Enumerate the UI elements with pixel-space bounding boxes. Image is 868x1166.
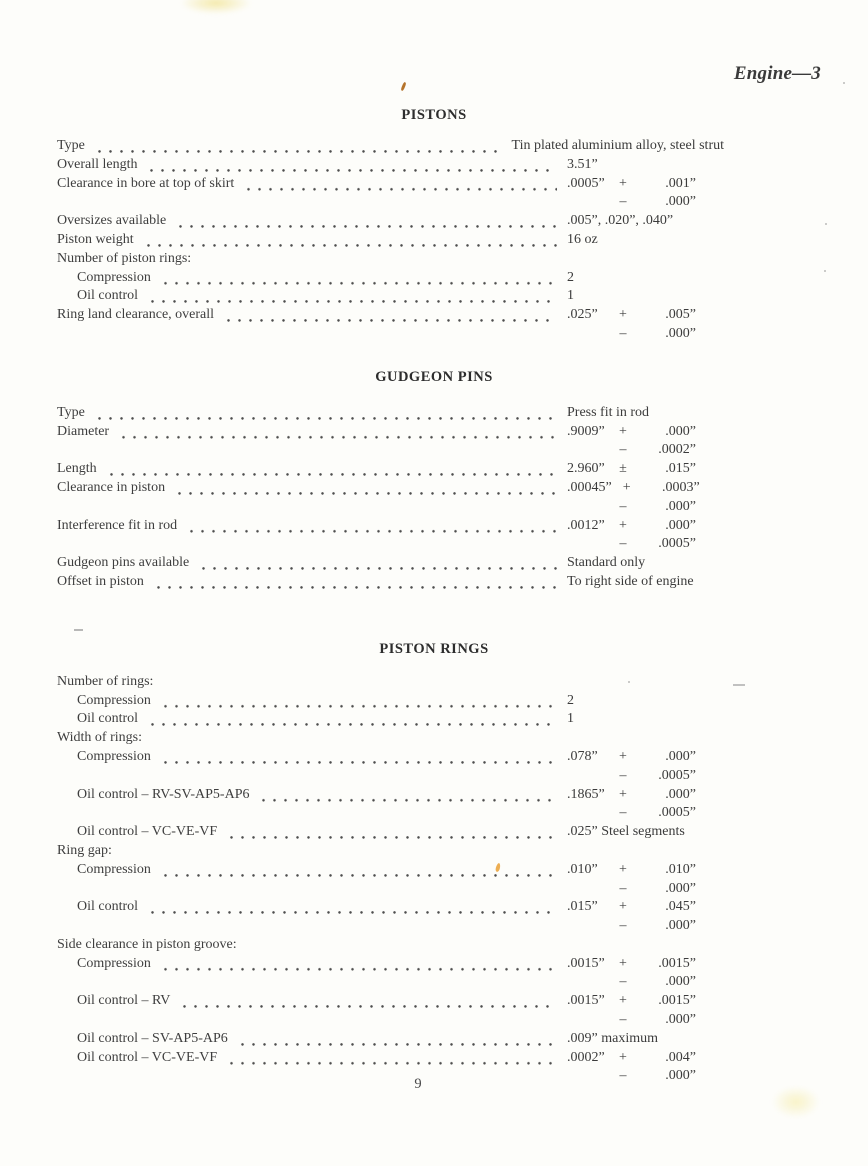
spec-value: 16 oz [567,231,598,247]
spec-value-area [567,748,812,767]
dot-leader [94,404,557,423]
spec-row [57,479,812,498]
spec-row [57,767,812,786]
spec-label: Compression [77,748,151,764]
spec-label: Length [57,461,97,477]
dot-leader [160,861,557,880]
spec-label: Clearance in bore at top of skirt [57,175,235,191]
running-head: Engine—3 [733,63,821,84]
spec-label: Oil control – VC-VE-VF [77,1049,218,1065]
tolerance-sign: – [619,880,627,896]
spec-row [57,156,812,175]
section-title: GUDGEON PINS [375,368,493,385]
spec-value-area [567,804,812,823]
spec-value-area [567,479,812,498]
spec-value: .0002” [567,1049,605,1065]
tolerance-value: .0015” [658,955,696,971]
spec-value-area [567,955,812,974]
dot-leader [147,898,557,917]
dot-leader [147,710,557,729]
spec-value-area [567,917,812,936]
tolerance-value: .000” [665,517,696,533]
dot-leader [160,269,557,288]
section-title: PISTONS [401,107,467,123]
tolerance-sign: + [619,861,627,877]
spec-row [57,269,812,288]
dot-leader [94,137,502,156]
scan-speck [628,681,630,683]
spec-row [57,460,812,479]
spec-row [57,306,812,325]
section-gudgeon-pins [0,368,868,592]
tolerance-sign: – [619,974,627,990]
spec-value-area [567,692,812,711]
spec-row [57,193,812,212]
spec-value-area [567,710,812,729]
spec-value: .0012” [567,517,605,533]
dot-leader [226,1049,557,1068]
spec-value: .005”, .020”, .040” [567,213,674,229]
tolerance-value: .000” [665,194,696,210]
spec-value: Tin plated aluminium alloy, steel strut [511,138,724,153]
tolerance-value: .0005” [658,767,696,783]
group-row [57,842,812,861]
tolerance-value: .000” [665,880,696,896]
spec-row [57,748,812,767]
tolerance-sign: – [619,918,627,934]
spec-row [57,917,812,936]
spec-row [57,692,812,711]
spec-label: Compression [77,692,151,708]
tolerance-value: .000” [665,974,696,990]
dot-leader [175,212,557,231]
spec-label: Oil control [77,711,139,727]
tolerance-sign: + [619,993,627,1009]
spec-label: Clearance in piston [57,479,166,495]
spec-value-area [567,441,812,460]
tolerance-value: .0002” [658,442,696,458]
dot-leader [237,1030,557,1049]
spec-value-area [567,325,812,344]
tolerance-value: .015” [665,461,696,477]
spec-value-area [567,498,812,517]
spec-value-area [567,306,812,325]
spec-value-area [567,786,812,805]
spec-row [57,823,812,842]
group-row [57,729,812,748]
spec-row [57,325,812,344]
spec-label: Oil control [77,288,139,304]
scan-speck [825,223,827,225]
spec-row [57,287,812,306]
spec-value-area [567,554,812,573]
spec-value-area [567,1067,812,1086]
spec-value: 2 [567,692,574,708]
dot-leader [146,156,557,175]
tolerance-value: .000” [665,1068,696,1084]
spec-row [57,517,812,536]
spec-value: .015” [567,899,598,915]
tolerance-sign: – [619,194,627,210]
spec-value: .078” [567,748,598,764]
spec-label: Oversizes available [57,213,167,229]
spec-row [57,804,812,823]
spec-value-area [567,823,812,842]
spec-value-area [567,973,812,992]
spec-row [57,1011,812,1030]
tolerance-sign: ± [619,461,627,477]
group-row [57,936,812,955]
spec-row [57,212,812,231]
spec-row [57,880,812,899]
spec-value-area [567,175,812,194]
spec-label: Diameter [57,423,110,439]
tolerance-sign: – [619,805,627,821]
tolerance-value: .010” [665,861,696,877]
tolerance-sign: + [619,307,627,323]
spec-label: Number of rings: [57,673,154,689]
spec-label: Side clearance in piston groove: [57,936,237,952]
spec-row [57,955,812,974]
spec-row [57,1049,812,1068]
dot-leader [160,955,557,974]
dot-leader [223,306,557,325]
spec-value-area [567,269,812,288]
section-piston-rings [0,640,868,1087]
spec-value: .9009” [567,423,605,439]
spec-label: Oil control – SV-AP5-AP6 [77,1030,228,1046]
spec-label: Compression [77,269,151,285]
spec-value: .0015” [567,993,605,1009]
dot-leader [160,748,557,767]
spec-row [57,423,812,442]
spec-row [57,441,812,460]
dot-leader [198,554,557,573]
spec-value-area [567,193,812,212]
tolerance-sign: + [619,175,627,191]
spec-value: 3.51” [567,156,598,172]
spec-value: Press fit in rod [567,404,650,420]
tolerance-value: .000” [665,498,696,514]
tolerance-sign: – [619,536,627,552]
spec-value: .0005” [567,175,605,191]
spec-row [57,973,812,992]
spec-table [0,404,868,592]
tolerance-sign: – [619,1012,627,1028]
tolerance-sign: – [619,325,627,341]
dot-leader [143,231,557,250]
spec-value: .1865” [567,786,605,802]
scan-smudge-bottom-right [772,1086,820,1118]
tolerance-value: .045” [665,899,696,915]
spec-value-area [567,535,812,554]
dot-leader [186,517,557,536]
spec-row [57,231,812,250]
spec-row [57,861,812,880]
spec-row [57,175,812,194]
scan-speck [824,270,826,272]
spec-value-area [567,573,812,592]
spec-value: .00045” [567,479,612,495]
tolerance-sign: + [619,1049,627,1065]
spec-value-area [567,1049,812,1068]
spec-row [57,786,812,805]
spec-label: Gudgeon pins available [57,555,190,571]
spec-value: 2 [567,269,574,285]
tolerance-sign: – [619,767,627,783]
spec-label: Oil control [77,899,139,915]
spec-value-area [567,423,812,442]
tolerance-sign: + [619,423,627,439]
dot-leader [118,423,557,442]
tolerance-value: .000” [665,786,696,802]
spec-value-area [567,460,812,479]
spec-row [57,535,812,554]
tolerance-value: .000” [665,918,696,934]
tolerance-sign: – [619,1068,627,1084]
dot-leader [106,460,557,479]
page-number: 9 [414,1076,422,1092]
spec-label: Ring gap: [57,842,112,858]
scan-stray-dash [74,629,83,631]
spec-row [57,992,812,1011]
tolerance-value: .0015” [658,993,696,1009]
spec-value-area [567,156,812,175]
spec-value-area [567,287,812,306]
spec-value: 2.960” [567,461,605,477]
spec-value-area [567,992,812,1011]
group-row [57,673,812,692]
spec-label: Compression [77,861,151,877]
section-pistons [0,106,868,344]
spec-label: Interference fit in rod [57,517,178,533]
spec-table [0,673,868,1087]
spec-value: Standard only [567,555,646,571]
spec-label: Ring land clearance, overall [57,307,215,323]
spec-value: 1 [567,711,574,727]
spec-value-area [567,767,812,786]
spec-row [57,404,812,423]
dot-leader [258,786,557,805]
spec-value: 1 [567,288,574,304]
group-row [57,250,812,269]
dot-leader [174,479,557,498]
spec-value-area [567,898,812,917]
spec-row [57,710,812,729]
scan-smudge-top [180,0,252,14]
spec-row [57,1067,812,1086]
spec-label: Overall length [57,156,138,172]
tolerance-value: .004” [665,1049,696,1065]
spec-label: Oil control – RV-SV-AP5-AP6 [77,786,250,802]
spec-row [57,898,812,917]
tolerance-value: .005” [665,307,696,323]
spec-row [57,554,812,573]
tolerance-sign: + [619,899,627,915]
spec-value-area [567,861,812,880]
spec-value: .025” Steel segments [567,824,685,840]
spec-table [0,137,868,344]
dot-leader [179,992,557,1011]
tolerance-sign: + [622,479,631,495]
spec-value: .025” [567,307,598,323]
spec-label: Piston weight [57,231,134,247]
tolerance-sign: + [619,955,627,971]
spec-value-area [567,1011,812,1030]
spec-value: To right side of engine [567,573,694,589]
tolerance-value: .000” [665,1012,696,1028]
dot-leader [147,287,557,306]
scan-speck [843,82,845,84]
spec-value-area [512,137,812,156]
dot-leader [226,823,557,842]
tolerance-value: .000” [665,423,696,439]
tolerance-value: .000” [665,748,696,764]
spec-label: Compression [77,955,151,971]
tolerance-value: .0005” [658,805,696,821]
tolerance-value: .0003” [662,479,700,495]
spec-label: Oil control – RV [77,993,171,1009]
tolerance-sign: + [619,748,627,764]
tolerance-sign: – [619,442,627,458]
spec-row [57,573,812,592]
spec-value-area [567,517,812,536]
spec-label: Offset in piston [57,573,144,589]
spec-label: Oil control – VC-VE-VF [77,824,218,840]
spec-value-area [567,404,812,423]
tolerance-sign: – [619,498,627,514]
tolerance-sign: + [619,786,627,802]
spec-row [57,137,812,156]
spec-label: Number of piston rings: [57,250,192,266]
dot-leader [243,175,557,194]
spec-label: Width of rings: [57,730,142,746]
dot-leader [160,692,557,711]
scan-mark-orange [400,82,406,91]
spec-value: .010” [567,861,598,877]
section-title: PISTON RINGS [379,640,489,657]
tolerance-value: .000” [665,325,696,341]
tolerance-value: .001” [665,175,696,191]
spec-value-area [567,231,812,250]
spec-value: .0015” [567,955,605,971]
spec-value-area [567,880,812,899]
dot-leader [153,573,557,592]
spec-label: Type [57,404,85,420]
spec-value-area [567,212,812,231]
tolerance-sign: + [619,517,627,533]
spec-label: Type [57,138,85,153]
tolerance-value: .0005” [658,536,696,552]
spec-row [57,1030,812,1049]
spec-row [57,498,812,517]
spec-value: .009” maximum [567,1030,658,1046]
spec-value-area [567,1030,812,1049]
